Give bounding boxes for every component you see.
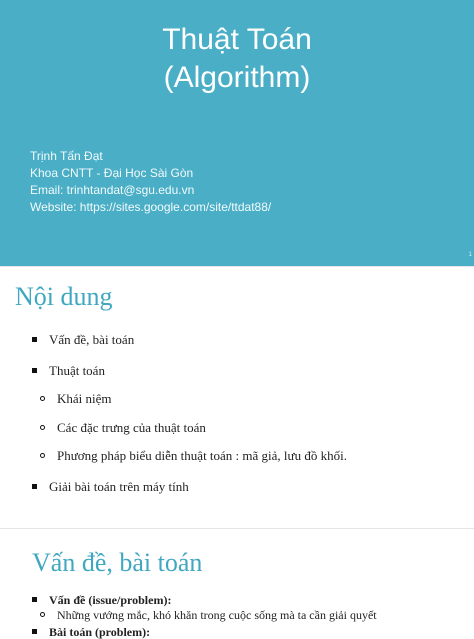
square-bullet-icon — [32, 484, 37, 489]
list-item — [32, 332, 134, 348]
author-info — [30, 148, 271, 216]
list-item — [32, 625, 150, 639]
list-item-text: Vấn đề, bài toán — [49, 332, 135, 347]
list-item-text: Khái niệm — [57, 391, 112, 406]
slide-title: Thuật Toán — [162, 23, 312, 56]
square-bullet-icon — [32, 629, 37, 634]
list-item — [32, 479, 189, 495]
sub-list-item — [40, 391, 112, 407]
circle-bullet-icon — [40, 425, 45, 430]
square-bullet-icon — [32, 368, 37, 373]
author-email: Email: trinhtandat@sgu.edu.vn — [30, 183, 195, 197]
list-item-text: Giải bài toán trên máy tính — [49, 479, 189, 494]
list-item-text: Các đặc trưng của thuật toán — [57, 420, 206, 435]
problem-slide — [0, 528, 474, 639]
list-item — [32, 363, 105, 379]
list-item-text: Vấn đề (issue/problem): — [49, 593, 172, 607]
title-slide — [0, 0, 474, 266]
sub-list-item — [40, 608, 377, 622]
sub-list-item — [40, 448, 347, 464]
author-name: Trịnh Tấn Đạt — [30, 149, 103, 163]
square-bullet-icon — [32, 337, 37, 342]
author-faculty: Khoa CNTT - Đại Học Sài Gòn — [30, 166, 194, 180]
contents-slide — [0, 266, 474, 529]
slide-subtitle: (Algorithm) — [163, 61, 311, 94]
page-number: 1 — [468, 252, 472, 258]
list-item — [32, 593, 171, 607]
circle-bullet-icon — [40, 612, 45, 617]
list-item-text: Những vướng mắc, khó khăn trong cuộc sống mà ta cần giải quyết — [57, 608, 377, 622]
list-item-text: Bài toán (problem): — [49, 625, 151, 639]
square-bullet-icon — [32, 597, 37, 602]
list-item-text: Phương pháp biểu diễn thuật toán : mã giả, lưu đồ khối. — [57, 448, 347, 463]
circle-bullet-icon — [40, 396, 45, 401]
contents-title: Nội dung — [15, 282, 113, 311]
list-item-text: Thuật toán — [49, 363, 105, 378]
author-website: Website: https://sites.google.com/site/ttdat88/ — [30, 200, 272, 214]
problem-title: Vấn đề, bài toán — [32, 548, 203, 577]
circle-bullet-icon — [40, 453, 45, 458]
sub-list-item — [40, 420, 206, 436]
